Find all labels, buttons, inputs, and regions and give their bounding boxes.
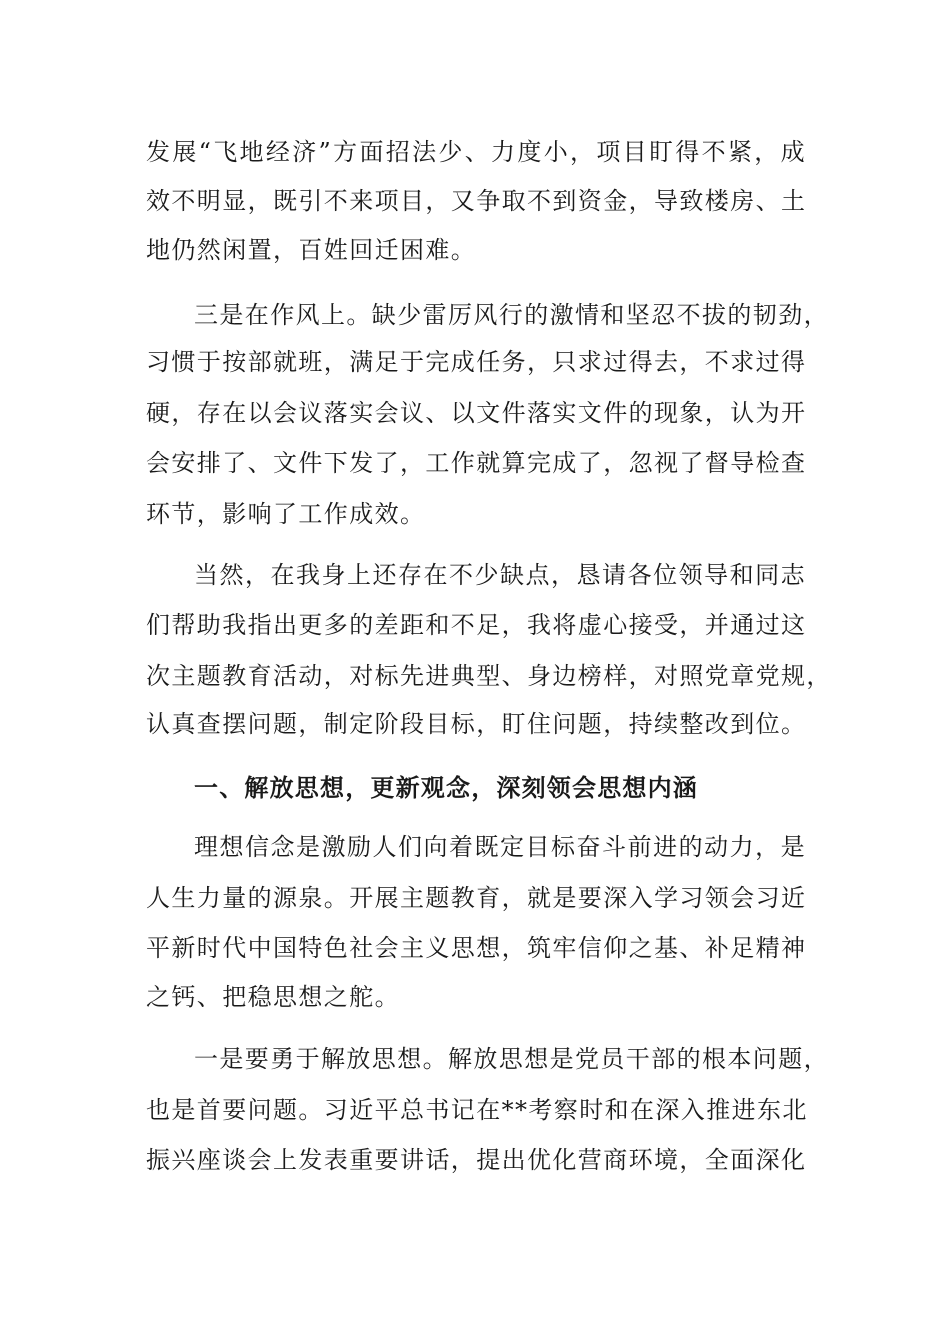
paragraph-2-line-1: 三是在作风上。缺少雷厉风行的激情和坚忍不拔的韧劲， <box>194 301 829 329</box>
paragraph-4-line-4: 之钙、把稳思想之舵。 <box>146 983 400 1011</box>
paragraph-5-line-1: 一是要勇于解放思想。解放思想是党员干部的根本问题， <box>194 1045 829 1073</box>
paragraph-2-line-3: 硬，存在以会议落实会议、以文件落实文件的现象，认为开 <box>146 399 807 427</box>
paragraph-1-line-1: 发展“飞地经济”方面招法少、力度小，项目盯得不紧，成 <box>146 138 806 166</box>
paragraph-5-line-3: 振兴座谈会上发表重要讲话，提出优化营商环境，全面深化 <box>146 1146 807 1174</box>
paragraph-3-line-2: 们帮助我指出更多的差距和不足，我将虚心接受，并通过这 <box>146 611 807 639</box>
paragraph-4-line-1: 理想信念是激励人们向着既定目标奋斗前进的动力，是 <box>194 833 806 861</box>
paragraph-3-line-4: 认真查摆问题，制定阶段目标，盯住问题，持续整改到位。 <box>146 710 807 738</box>
paragraph-5-line-2: 也是首要问题。习近平总书记在**考察时和在深入推进东北 <box>146 1096 808 1124</box>
paragraph-1-line-3: 地仍然闲置，百姓回迁困难。 <box>146 236 477 264</box>
paragraph-3-line-1: 当然，在我身上还存在不少缺点，恳请各位领导和同志 <box>194 561 806 589</box>
paragraph-2-line-4: 会安排了、文件下发了，工作就算完成了，忽视了督导检查 <box>146 449 807 477</box>
paragraph-2-line-2: 习惯于按部就班，满足于完成任务，只求过得去，不求过得 <box>146 348 807 376</box>
paragraph-4-line-2: 人生力量的源泉。开展主题教育，就是要深入学习领会习近 <box>146 884 807 912</box>
paragraph-1-line-2: 效不明显，既引不来项目，又争取不到资金，导致楼房、土 <box>146 187 807 215</box>
paragraph-2-line-5: 环节，影响了工作成效。 <box>146 500 426 528</box>
paragraph-3-line-3: 次主题教育活动，对标先进典型、身边榜样，对照党章党规， <box>146 662 832 690</box>
section-heading: 一、解放思想，更新观念，深刻领会思想内涵 <box>194 774 698 802</box>
paragraph-4-line-3: 平新时代中国特色社会主义思想，筑牢信仰之基、补足精神 <box>146 934 807 962</box>
